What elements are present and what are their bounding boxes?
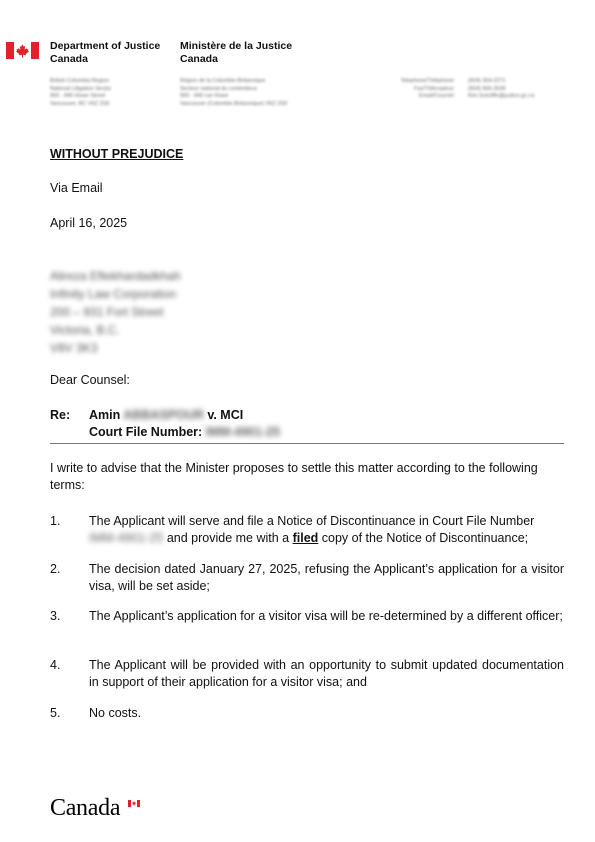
- without-prejudice-heading: WITHOUT PREJUDICE: [50, 147, 184, 161]
- address-fr: [180, 78, 287, 108]
- divider: [50, 443, 564, 444]
- re-name-suffix: v. MCI: [207, 408, 244, 422]
- recipient-line: Alireza Eftekhardadkhah: [50, 269, 181, 283]
- address-fr-line: Vancouver (Colombie-Britannique) V6Z 2S9: [180, 100, 287, 107]
- contact-values: [468, 78, 534, 101]
- address-en-line: 900 - 840 Howe Street: [50, 93, 106, 99]
- term-number: 1.: [50, 514, 61, 528]
- via-email: Via Email: [50, 181, 103, 195]
- address-en-line: British Columbia Region: [50, 78, 109, 84]
- re-style-of-cause: [89, 407, 280, 424]
- recipient-line: Victoria, B.C.: [50, 323, 120, 337]
- department-name-fr-line2: Canada: [180, 52, 218, 65]
- canada-flag-icon: [6, 42, 39, 59]
- recipient-line: V8V 3K3: [50, 341, 98, 355]
- canada-wordmark: Canada: [50, 795, 121, 821]
- contact-value: (604) 666-2639: [468, 85, 506, 92]
- term-2: The decision dated January 27, 2025, refusing the Applicant’s application for a visitor visa, will be set aside;: [89, 562, 564, 593]
- contact-label: Email/Courriel:: [418, 93, 455, 99]
- contact-labels: [401, 78, 455, 101]
- salutation: Dear Counsel:: [50, 373, 130, 387]
- term-1-emphasis: filed: [292, 530, 319, 545]
- address-fr-line: Secteur national du contentieux: [180, 85, 258, 92]
- contact-label: Telephone/Téléphone:: [400, 78, 455, 84]
- recipient-address: [50, 267, 181, 357]
- court-file-label: Court File Number:: [89, 424, 203, 439]
- department-name-en-line2: Canada: [50, 52, 88, 65]
- term-number: 2.: [50, 562, 61, 576]
- department-name-en: [50, 40, 160, 65]
- intro-paragraph: I write to advise that the Minister proposes to settle this matter according to the following terms:: [50, 461, 538, 492]
- term-1-text-before: The Applicant will serve and file a Notice of Discontinuance in Court File Number: [89, 514, 535, 528]
- canada-wordmark-flag-icon: [128, 800, 140, 807]
- address-en: [50, 78, 111, 108]
- term-5: No costs.: [89, 706, 142, 720]
- term-1: [89, 513, 564, 546]
- contact-value: (604) 354-2271: [468, 78, 506, 84]
- term-number: 4.: [50, 658, 61, 672]
- address-fr-line: Région de la Colombie-Britannique: [180, 78, 266, 84]
- recipient-line: Infinity Law Corporation: [50, 287, 177, 301]
- re-subject: [89, 407, 280, 440]
- term-4: The Applicant will be provided with an opportunity to submit updated documentation in support of their application for a visitor visa; and: [89, 658, 564, 689]
- term-3: The Applicant’s application for a visitor visa will be re-determined by a different officer;: [89, 609, 563, 623]
- term-number: 3.: [50, 609, 61, 623]
- department-name-fr: [180, 40, 292, 65]
- address-fr-line: 900 - 840 rue Howe: [180, 93, 229, 99]
- address-en-line: National Litigation Sector: [50, 85, 112, 92]
- contact-value: Kim.Sutcliffe@justice.gc.ca: [468, 93, 535, 99]
- term-1-text-after: copy of the Notice of Discontinuance;: [318, 530, 529, 545]
- recipient-line: 200 – 931 Fort Street: [50, 305, 164, 319]
- contact-label: Fax/Télécopieur:: [414, 85, 455, 92]
- re-court-file: [89, 424, 280, 441]
- department-name-fr-line1: Ministère de la Justice: [180, 40, 293, 52]
- term-1-text-mid: and provide me with a: [163, 530, 293, 545]
- redacted-court-file-number: IMM-4901-25: [89, 530, 164, 545]
- redacted-surname: ABBASPOUR: [123, 408, 204, 422]
- redacted-court-file-number: IMM-4901-25: [205, 424, 281, 439]
- term-number: 5.: [50, 706, 61, 720]
- letter-date: April 16, 2025: [50, 216, 128, 230]
- re-name-prefix: Amin: [89, 408, 121, 422]
- address-en-line: Vancouver, BC V6Z 2S9: [50, 100, 110, 107]
- re-label: Re:: [50, 408, 71, 422]
- department-name-en-line1: Department of Justice: [50, 40, 161, 52]
